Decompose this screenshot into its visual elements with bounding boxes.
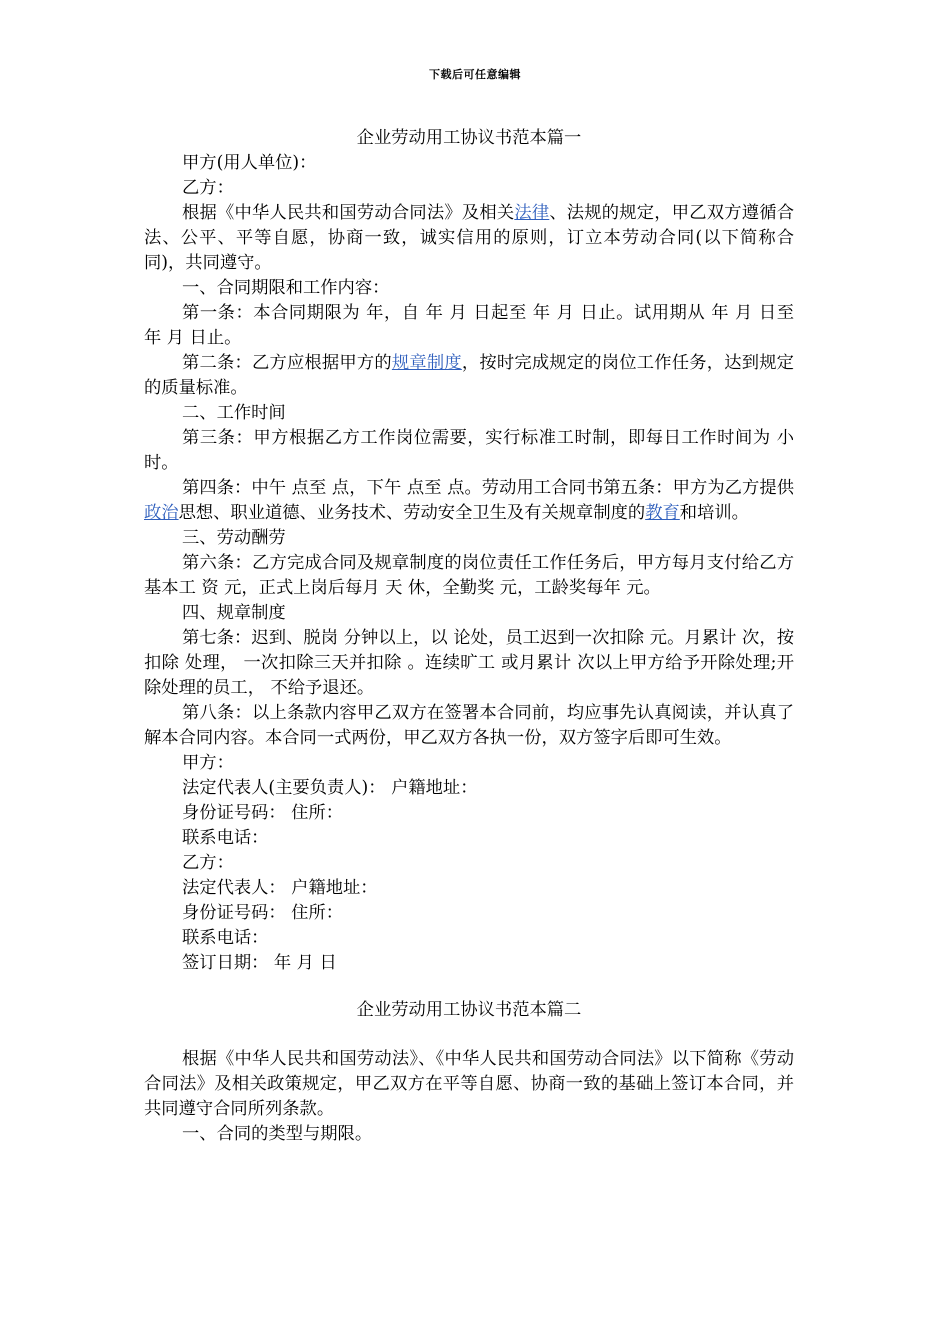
article-4-text-3: 和培训。 (679, 503, 749, 523)
article-8: 第八条：以上条款内容甲乙双方在签署本合同前，均应事先认真阅读，并认真了解本合同内容。本合同一式两份，甲乙双方各执一份，双方签字后即可生效。 (144, 703, 794, 748)
section2-intro: 根据《中华人民共和国劳动法》、《中华人民共和国劳动合同法》以下简称《劳动合同法》及相关政策规定，甲乙双方在平等自愿、协商一致的基础上签订本合同，并共同遵守合同所列条款。 (144, 1049, 794, 1119)
link-rules[interactable]: 规章制度 (391, 353, 462, 373)
page-header: 下载后可任意编辑 (429, 68, 521, 81)
sign-date: 签订日期： 年 月 日 (182, 953, 337, 973)
article-4 (144, 476, 794, 526)
article-2-text-1: 第二条：乙方应根据甲方的 (182, 353, 392, 373)
article-4-text-1: 第四条：中午 点至 点，下午 点至 点。劳动用工合同书第五条：甲方为乙方提供 (182, 478, 794, 498)
intro-text-1: 根据《中华人民共和国劳动合同法》及相关 (182, 203, 515, 223)
sign-b-representative: 法定代表人： 户籍地址： (182, 878, 378, 898)
article-4-text-2: 思想、职业道德、业务技术、劳动安全卫生及有关规章制度的 (178, 503, 646, 523)
section1-title: 企业劳动用工协议书范本篇一 (356, 128, 582, 148)
sign-party-b: 乙方： (182, 853, 234, 873)
section2-title: 企业劳动用工协议书范本篇二 (356, 1000, 582, 1020)
article-3: 第三条：甲方根据乙方工作岗位需要，实行标准工时制，即每日工作时间为 小时。 (144, 428, 794, 473)
intro-text-2: 、法规的规定，甲乙双方遵循合法、公平、平等自愿，协商一致，诚实信用的原则，订立本劳动合同(以下简称合同)，共同遵守。 (144, 203, 794, 273)
article-7: 第七条：迟到、脱岗 分钟以上，以 论处，员工迟到一次扣除 元。月累计 次，按扣除 处理， 一次扣除三天并扣除 。连续旷工 或月累计 次以上甲方给予开除处理;开除处理的员工， 不给予退还。 (144, 628, 794, 698)
article-2-text-2: ，按时完成规定的岗位工作任务，达到规定的质量标准。 (144, 353, 794, 398)
sign-b-id-number: 身份证号码： 住所： (182, 903, 344, 923)
document-body (144, 126, 794, 1147)
heading-pay: 三、劳动酬劳 (182, 528, 286, 548)
section2-heading-type: 一、合同的类型与期限。 (182, 1124, 373, 1144)
sign-a-id-number: 身份证号码： 住所： (182, 803, 344, 823)
link-law[interactable]: 法律 (514, 203, 550, 223)
heading-rules: 四、规章制度 (182, 603, 286, 623)
article-1: 第一条：本合同期限为 年，自 年 月 日起至 年 月 日止。试用期从 年 月 日至 年 月 日止。 (144, 303, 794, 348)
sign-a-phone: 联系电话： (182, 828, 269, 848)
link-education[interactable]: 教育 (645, 503, 680, 523)
sign-b-phone: 联系电话： (182, 928, 269, 948)
link-politics[interactable]: 政治 (144, 503, 179, 523)
sign-party-a: 甲方： (182, 753, 234, 773)
party-a-label: 甲方(用人单位)： (182, 153, 317, 173)
heading-contract-term: 一、合同期限和工作内容： (182, 278, 390, 298)
intro-paragraph (144, 201, 794, 276)
sign-a-representative: 法定代表人(主要负责人)： 户籍地址： (182, 778, 478, 798)
article-6: 第六条：乙方完成合同及规章制度的岗位责任工作任务后，甲方每月支付给乙方基本工 资 元，正式上岗后每月 天 休，全勤奖 元，工龄奖每年 元。 (144, 553, 794, 598)
article-2 (144, 351, 794, 401)
heading-work-time: 二、工作时间 (182, 403, 286, 423)
party-b-label: 乙方： (182, 178, 234, 198)
